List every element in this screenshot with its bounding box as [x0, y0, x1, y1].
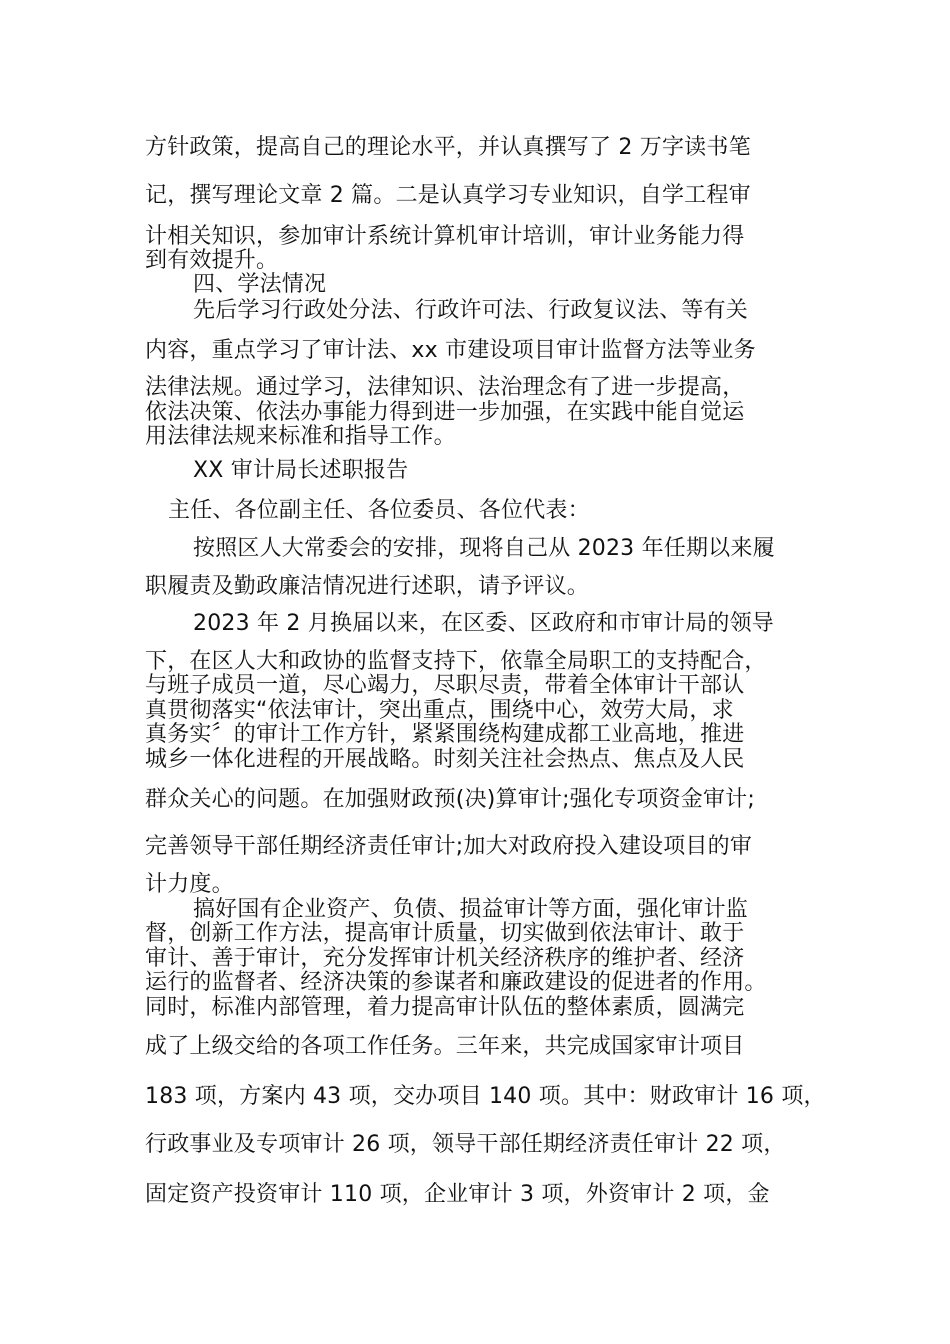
section-heading: 四、学法情况 — [193, 272, 327, 297]
text-line: 督，创新工作方法，提高审计质量，切实做到依法审计、敢于 — [145, 921, 745, 946]
text-line: 183 项，方案内 43 项，交办项目 140 项。其中：财政审计 16 项， — [145, 1084, 826, 1109]
text-line: 职履责及勤政廉洁情况进行述职，请予评议。 — [145, 574, 590, 599]
text-line: 用法律法规来标准和指导工作。 — [145, 424, 456, 449]
text-line: 行政事业及专项审计 26 项，领导干部任期经济责任审计 22 项， — [145, 1132, 786, 1157]
text-line: 固定资产投资审计 110 项，企业审计 3 项，外资审计 2 项，金 — [145, 1182, 770, 1207]
text-line: 到有效提升。 — [145, 248, 279, 273]
text-line: 计力度。 — [145, 872, 234, 897]
report-title: XX 审计局长述职报告 — [193, 458, 409, 483]
text-line: 同时，标准内部管理，着力提高审计队伍的整体素质，圆满完 — [145, 995, 745, 1020]
text-line: 与班子成员一道，尽心竭力，尽职尽责，带着全体审计干部认 — [145, 673, 745, 698]
text-line: 计相关知识，参加审计系统计算机审计培训，审计业务能力得 — [145, 224, 745, 249]
text-line: 审计、善于审计，充分发挥审计机关经济秩序的维护者、经济 — [145, 946, 745, 971]
text-line: 先后学习行政处分法、行政许可法、行政复议法、等有关 — [193, 298, 749, 323]
text-line: 记，撰写理论文章 2 篇。二是认真学习专业知识，自学工程审 — [145, 183, 751, 208]
text-line: 2023 年 2 月换届以来，在区委、区政府和市审计局的领导 — [193, 611, 774, 636]
text-line: 法律法规。通过学习，法律知识、法治理念有了进一步提高， — [145, 375, 745, 400]
text-line: 方针政策，提高自己的理论水平，并认真撰写了 2 万字读书笔 — [145, 135, 751, 160]
text-line: 群众关心的问题。在加强财政预(决)算审计;强化专项资金审计; — [145, 787, 755, 812]
text-line: 搞好国有企业资产、负债、损益审计等方面，强化审计监 — [193, 897, 749, 922]
text-line: 成了上级交给的各项工作任务。三年来，共完成国家审计项目 — [145, 1034, 745, 1059]
salutation: 主任、各位副主任、各位委员、各位代表： — [168, 498, 590, 523]
text-line: 内容，重点学习了审计法、xx 市建设项目审计监督方法等业务 — [145, 338, 756, 363]
text-line: 依法决策、依法办事能力得到进一步加强，在实践中能自觉运 — [145, 400, 745, 425]
text-line: 城乡一体化进程的开展战略。时刻关注社会热点、焦点及人民 — [145, 747, 745, 772]
text-line: 按照区人大常委会的安排，现将自己从 2023 年任期以来履 — [193, 536, 775, 561]
text-line: 运行的监督者、经济决策的参谋者和廉政建设的促进者的作用。 — [145, 970, 767, 995]
text-line: 完善领导干部任期经济责任审计;加大对政府投入建设项目的审 — [145, 834, 753, 859]
text-line: 下，在区人大和政协的监督支持下，依靠全局职工的支持配合， — [145, 649, 767, 674]
text-line: 真贯彻落实“依法审计，突出重点，围绕中心，效劳大局，求 — [145, 698, 734, 723]
text-line: 真务实〞的审计工作方针，紧紧围绕构建成都工业高地，推进 — [145, 722, 745, 747]
